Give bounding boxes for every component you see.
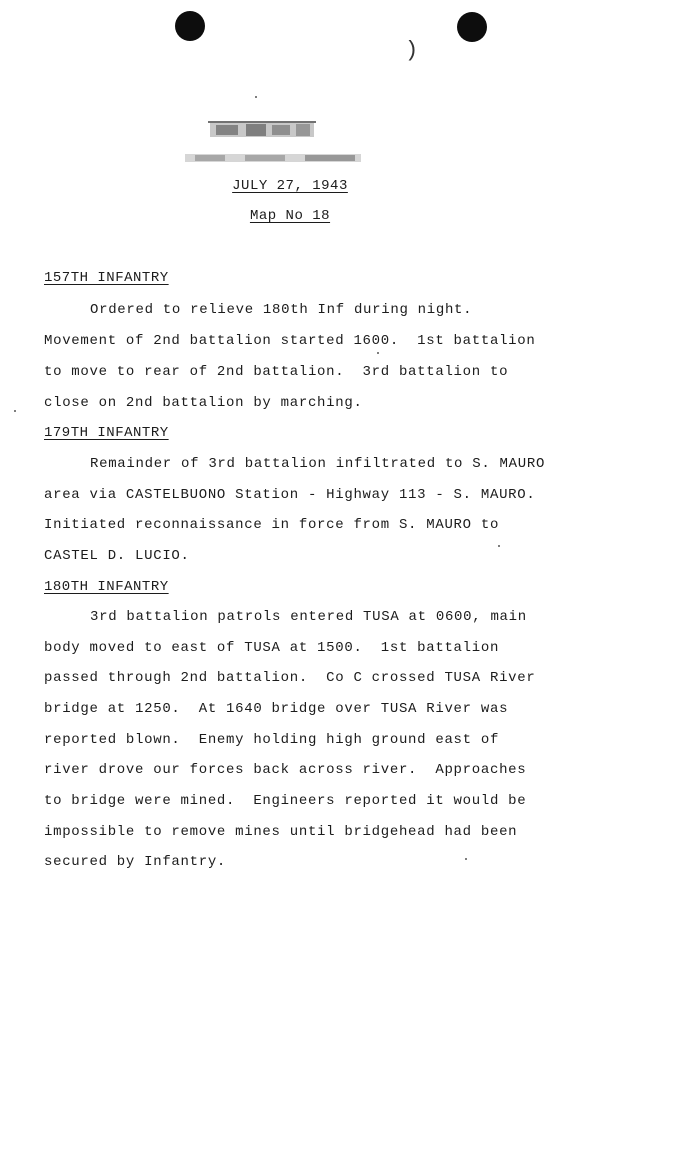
paragraph-line: reported blown. Enemy holding high ground east of bbox=[44, 732, 500, 748]
paragraph-line: river drove our forces back across river. Approaches bbox=[44, 762, 527, 778]
scan-speck bbox=[14, 410, 16, 412]
punch-hole-left bbox=[175, 11, 205, 41]
document-date: JULY 27, 1943 bbox=[232, 178, 348, 194]
paragraph-line: secured by Infantry. bbox=[44, 854, 227, 870]
paragraph-line: Ordered to relieve 180th Inf during night. bbox=[90, 302, 473, 318]
paragraph-line: bridge at 1250. At 1640 bridge over TUSA River was bbox=[44, 701, 509, 717]
paragraph-line: passed through 2nd battalion. Co C crossed TUSA River bbox=[44, 670, 536, 686]
scan-speck bbox=[377, 352, 379, 354]
section-heading-180th: 180TH INFANTRY bbox=[44, 579, 169, 595]
classification-stamp bbox=[208, 118, 318, 140]
page-mark: ) bbox=[405, 38, 419, 63]
paragraph-line: 3rd battalion patrols entered TUSA at 0600, main bbox=[90, 609, 527, 625]
paragraph-line: CASTEL D. LUCIO. bbox=[44, 548, 190, 564]
scan-speck bbox=[255, 96, 257, 98]
paragraph-line: Initiated reconnaissance in force from S. MAURO to bbox=[44, 517, 500, 533]
paragraph-line: to move to rear of 2nd battalion. 3rd battalion to bbox=[44, 364, 509, 380]
paragraph-line: close on 2nd battalion by marching. bbox=[44, 395, 363, 411]
paragraph-line: Movement of 2nd battalion started 1600. 1st battalion bbox=[44, 333, 536, 349]
paragraph-line: impossible to remove mines until bridgehead had been bbox=[44, 824, 518, 840]
paragraph-line: to bridge were mined. Engineers reported it would be bbox=[44, 793, 527, 809]
section-heading-179th: 179TH INFANTRY bbox=[44, 425, 169, 441]
paragraph-line: Remainder of 3rd battalion infiltrated to S. MAURO bbox=[90, 456, 546, 472]
paragraph-line: area via CASTELBUONO Station - Highway 113 - S. MAURO. bbox=[44, 487, 536, 503]
scan-speck bbox=[465, 858, 467, 860]
declassification-stamp bbox=[185, 150, 365, 166]
punch-hole-right bbox=[457, 12, 487, 42]
paragraph-line: body moved to east of TUSA at 1500. 1st battalion bbox=[44, 640, 500, 656]
scan-speck bbox=[498, 545, 500, 547]
map-number: Map No 18 bbox=[249, 208, 331, 224]
section-heading-157th: 157TH INFANTRY bbox=[44, 270, 169, 286]
